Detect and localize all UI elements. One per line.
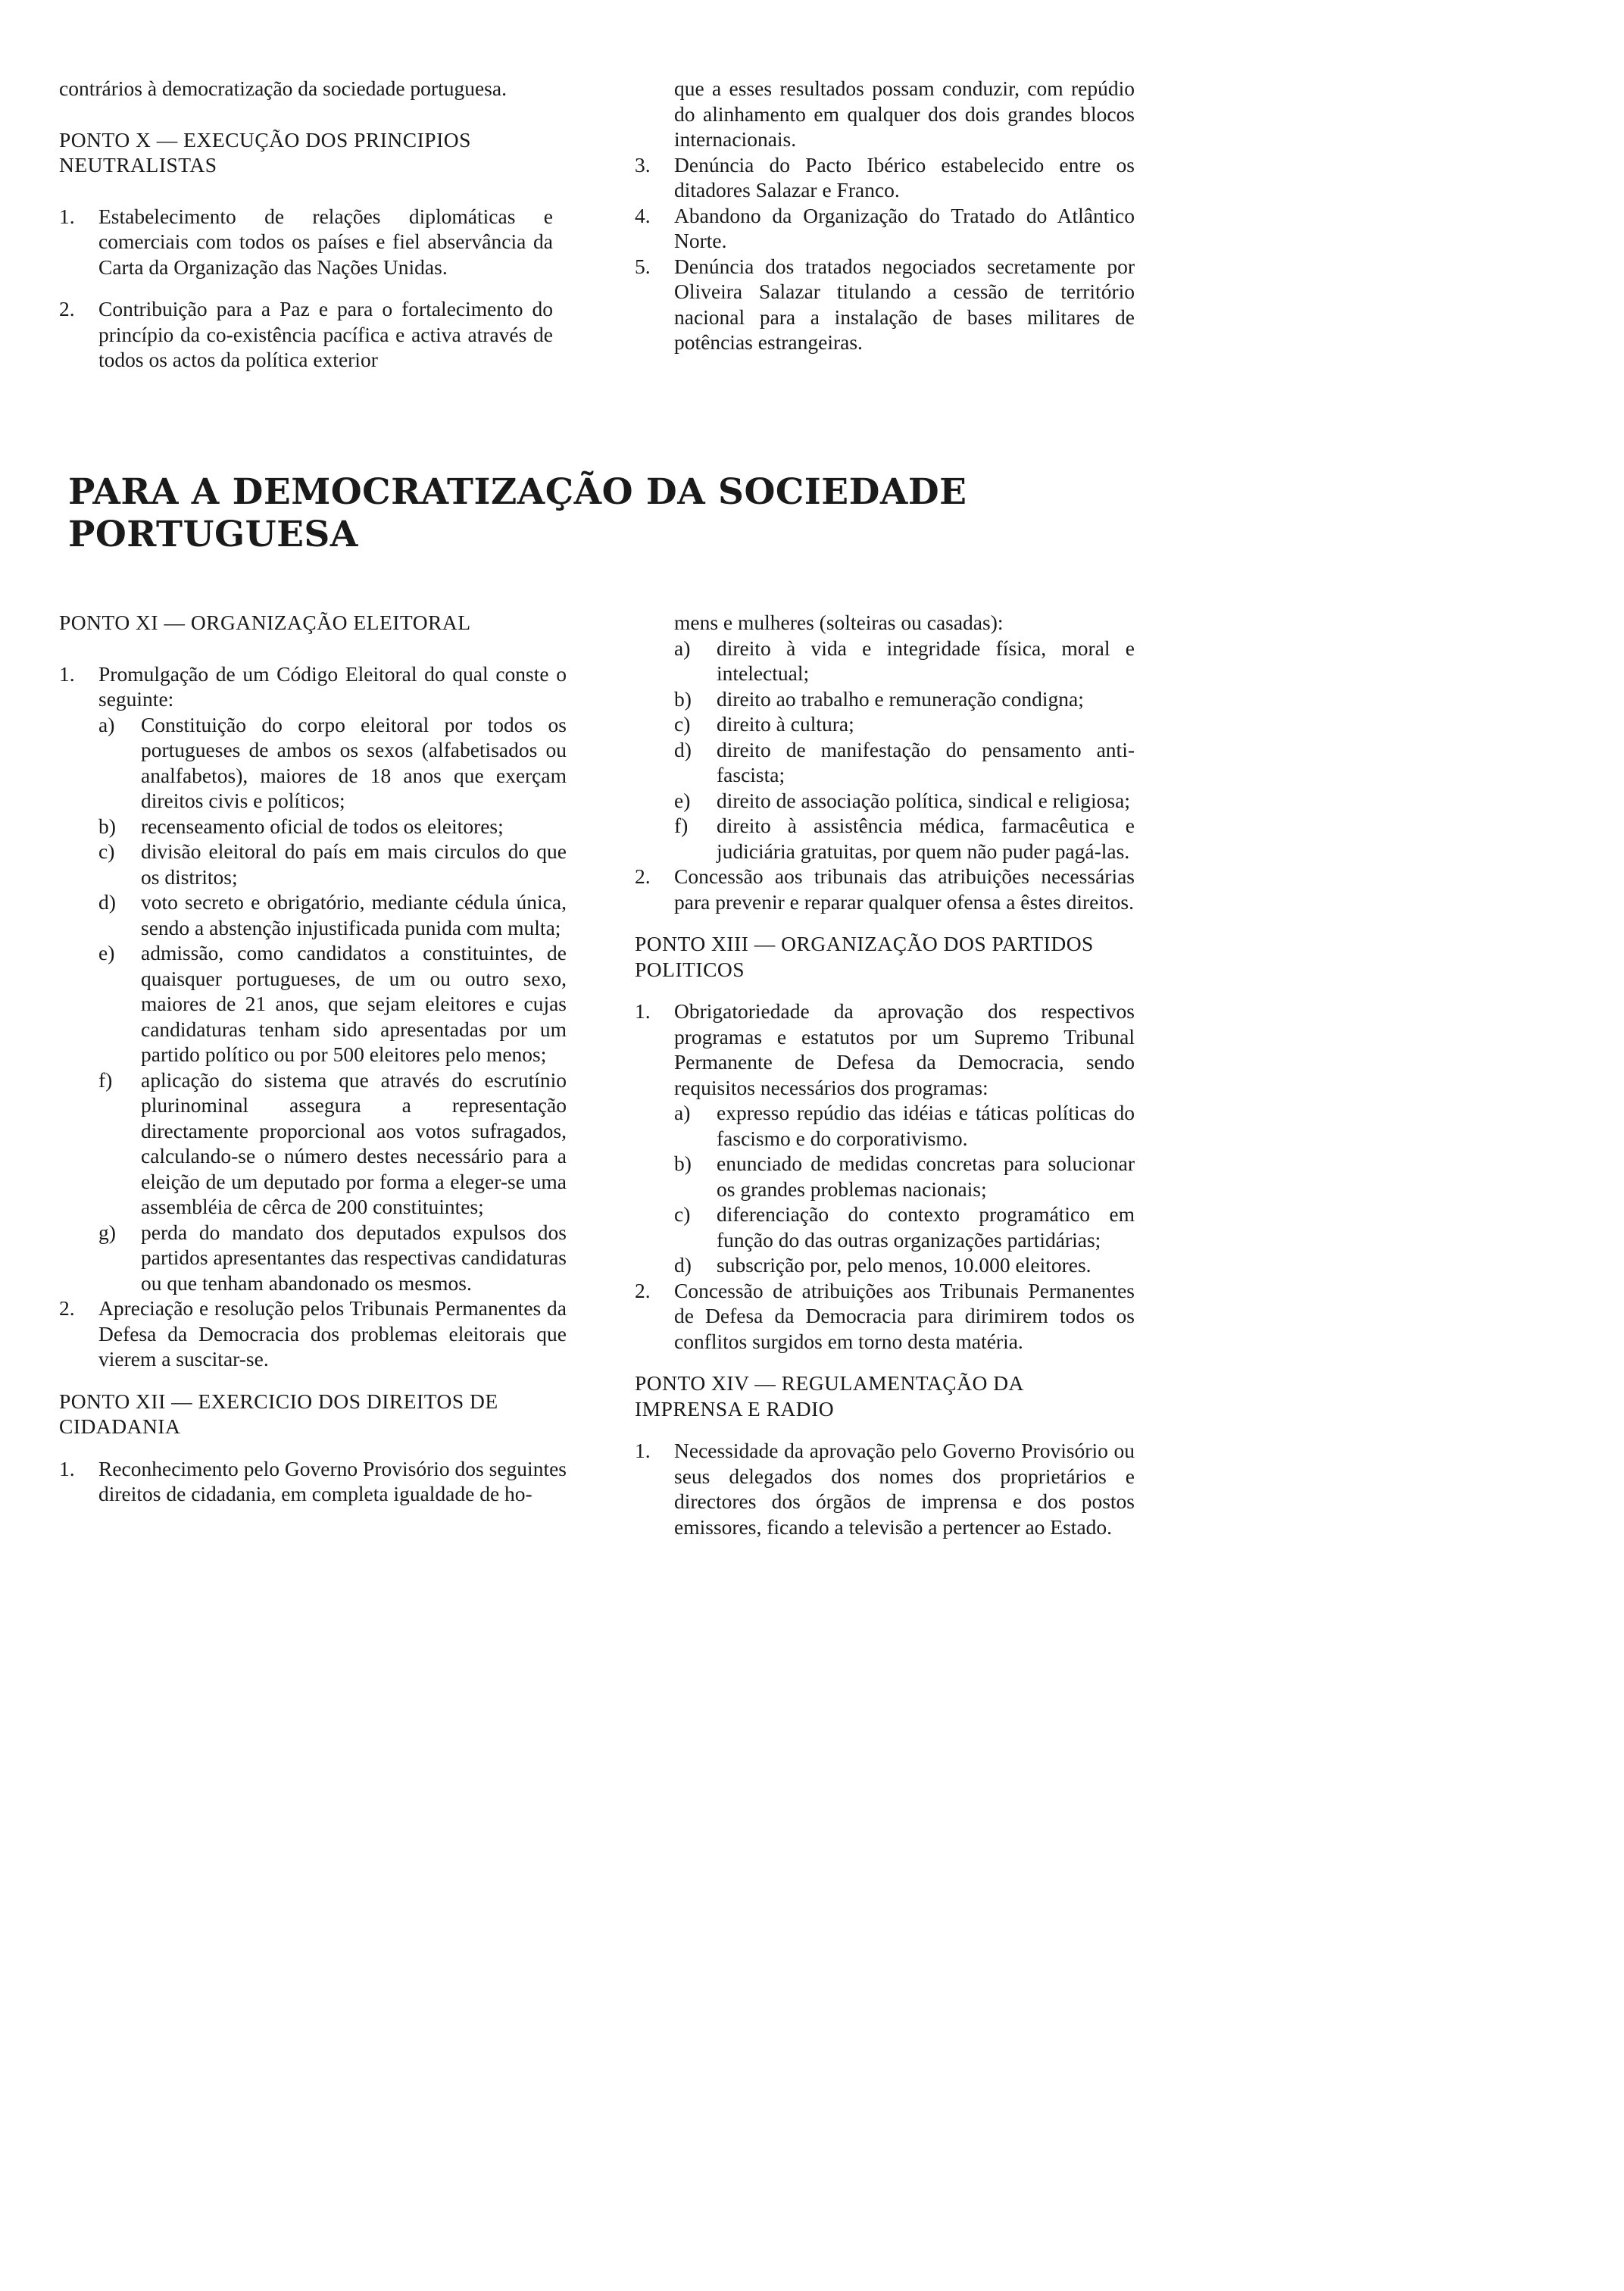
subitem-e (98, 940, 567, 1067)
item-number: 2. (635, 1278, 651, 1302)
subitem-text: voto secreto e obrigatório, mediante cédula única, sendo a abstenção injustificada punida com multa; (141, 890, 567, 939)
subitem-a (674, 1100, 1135, 1151)
subitem-letter: e) (98, 941, 115, 964)
continuation-block (635, 610, 1135, 636)
ponto-xiii-item-1 (635, 999, 1135, 1100)
subitem-b (674, 686, 1135, 712)
subitem-letter: f) (674, 814, 689, 837)
item-number: 2. (59, 297, 75, 320)
subitem-letter: b) (98, 814, 116, 838)
subitem-letter: b) (674, 686, 692, 711)
subitem-letter: a) (674, 1101, 691, 1124)
ponto-x-item-2 (59, 296, 553, 373)
ponto-xiii-subitems (635, 1100, 1135, 1278)
item-text: Concessão aos tribunais das atribuições necessárias para prevenir e reparar qualquer ofensa a êstes direitos. (674, 864, 1135, 914)
item-text: Denúncia do Pacto Ibérico estabelecido entre os ditadores Salazar e Franco. (674, 152, 1135, 202)
ponto-xii-item-2 (635, 864, 1135, 914)
subitem-text: aplicação do sistema que através do escrutínio plurinominal assegura a representação directamente proporcional aos votos sufragados, calculando-se o número destes necessário para a eleição de um deputado por forma a eleger-se uma assembléia de cêrca de 200 constituintes; (141, 1067, 567, 1218)
ponto-xii-subitems (635, 636, 1135, 864)
item-number: 1. (635, 1439, 651, 1462)
subitem-letter: a) (98, 712, 115, 736)
subitem-f (98, 1067, 567, 1220)
ponto-x-item-3 (635, 152, 1135, 203)
continuation-text: mens e mulheres (solteiras ou casadas): (674, 611, 1004, 634)
continuation-text: que a esses resultados possam conduzir, com repúdio do alinhamento em qualquer dos dois grandes blocos internacionais. (674, 77, 1135, 151)
ponto-xiii-item-2 (635, 1278, 1135, 1355)
item-number: 3. (635, 152, 651, 177)
ponto-xii-item-1 (59, 1456, 567, 1507)
subitem-text: Constituição do corpo eleitoral por todos os portugueses de ambos os sexos (alfabetisados ou analfabetos), maiores de 18 anos que exerçam direitos civis e políticos; (141, 712, 567, 812)
top-left-column (59, 76, 553, 373)
item-number: 5. (635, 254, 651, 278)
ponto-xiii-heading: PONTO XIII — ORGANIZAÇÃO DOS PARTIDOS POLITICOS (635, 932, 1094, 981)
ponto-x-item-5 (635, 254, 1135, 355)
subitem-letter: b) (674, 1152, 692, 1175)
subitem-text: divisão eleitoral do país em mais circulos do que os distritos; (141, 839, 567, 889)
item-number: 1. (59, 661, 75, 686)
ponto-xi-subitems (59, 712, 567, 1296)
subitem-text: enunciado de medidas concretas para solucionar os grandes problemas nacionais; (717, 1152, 1135, 1201)
item-number: 4. (635, 203, 651, 227)
subitem-letter: d) (674, 1253, 692, 1277)
top-right-column (635, 76, 1135, 355)
item-number: 1. (59, 204, 75, 228)
item-text: Obrigatoriedade da aprovação dos respectivos programas e estatutos por um Supremo Tribunal Permanente de Defesa da Democracia, sendo requisitos necessários dos programas: (674, 999, 1135, 1099)
subitem-letter: c) (98, 839, 115, 863)
subitem-letter: a) (674, 636, 691, 660)
item-number: 1. (635, 999, 651, 1023)
subitem-c (674, 1202, 1135, 1252)
ponto-xi-item-1 (59, 661, 567, 712)
item-text: Concessão de atribuições aos Tribunais Permanentes de Defesa da Democracia para dirimirem todos os conflitos surgidos em torno desta matéria. (674, 1278, 1135, 1353)
subitem-a (98, 712, 567, 814)
item-text: Necessidade da aprovação pelo Governo Provisório ou seus delegados dos nomes dos proprietários e directores dos órgãos de imprensa e dos postos emissores, ficando a televisão a pertencer ao Estado. (674, 1439, 1135, 1539)
item-text: Abandono da Organização do Tratado do Atlântico Norte. (674, 203, 1135, 252)
continuation-text: contrários à democratização da sociedade portuguesa. (59, 77, 507, 100)
ponto-xiv-item-1 (635, 1438, 1135, 1539)
subitem-text: direito à vida e integridade física, moral e intelectual; (717, 636, 1135, 685)
subitem-d (98, 889, 567, 940)
subitem-letter: e) (674, 788, 691, 812)
item-text: Denúncia dos tratados negociados secretamente por Oliveira Salazar titulando a cessão de território nacional para a instalação de bases militares de potências estrangeiras. (674, 254, 1135, 354)
subitem-text: perda do mandato dos deputados expulsos dos partidos apresentantes das respectivas candidaturas ou que tenham abandonado os mesmos. (141, 1220, 567, 1295)
ponto-xiv-heading: PONTO XIV — REGULAMENTAÇÃO DA IMPRENSA E RADIO (635, 1371, 1023, 1421)
ponto-xii-heading: PONTO XII — EXERCICIO DOS DIREITOS DE CIDADANIA (59, 1389, 498, 1438)
subitem-letter: c) (674, 1202, 691, 1226)
subitem-g (98, 1220, 567, 1296)
subitem-c (674, 711, 1135, 737)
bottom-left-column (59, 610, 567, 1507)
subitem-d (674, 737, 1135, 788)
bottom-right-column (635, 610, 1135, 1539)
subitem-text: direito de manifestação do pensamento anti-fascista; (717, 737, 1135, 786)
subitem-text: direito à cultura; (717, 712, 854, 736)
subitem-letter: f) (98, 1067, 113, 1092)
subitem-c (98, 839, 567, 889)
subitem-e (674, 788, 1135, 814)
item-number: 2. (635, 864, 651, 888)
item-text: Reconhecimento pelo Governo Provisório dos seguintes direitos de cidadania, em completa igualdade de ho- (98, 1456, 567, 1505)
subitem-text: admissão, como candidatos a constituintes, de quaisquer portugueses, de um ou outro sexo, maiores de 21 anos, que sejam eleitores e cujas candidaturas tenham sido apresentadas por um partido político ou por 500 eleitores pelo menos; (141, 941, 567, 1066)
subitem-letter: d) (674, 737, 692, 761)
subitem-b (98, 814, 567, 839)
subitem-text: subscrição por, pelo menos, 10.000 eleitores. (717, 1253, 1092, 1277)
ponto-x-item-4 (635, 203, 1135, 254)
subitem-text: diferenciação do contexto programático em função do das outras organizações partidárias; (717, 1202, 1135, 1252)
subitem-b (674, 1151, 1135, 1202)
ponto-x-heading: PONTO X — EXECUÇÃO DOS PRINCIPIOS NEUTRALISTAS (59, 127, 471, 177)
subitem-text: direito ao trabalho e remuneração condigna; (717, 686, 1084, 711)
subitem-text: recenseamento oficial de todos os eleitores; (141, 814, 504, 838)
item-text: Apreciação e resolução pelos Tribunais Permanentes da Defesa da Democracia dos problemas eleitorais que vierem a suscitar-se. (98, 1296, 567, 1371)
subitem-text: direito à assistência médica, farmacêutica e judiciária gratuitas, por quem não puder pagá-las. (717, 814, 1135, 863)
ponto-xi-heading: PONTO XI — ORGANIZAÇÃO ELEITORAL (59, 611, 471, 634)
subitem-text: expresso repúdio das idéias e táticas políticas do fascismo e do corporativismo. (717, 1101, 1135, 1150)
item-text: Promulgação de um Código Eleitoral do qual conste o seguinte: (98, 661, 567, 711)
subitem-letter: g) (98, 1220, 116, 1244)
item-text: Estabelecimento de relações diplomáticas e comerciais com todos os países e fiel abservância da Carta da Organização das Nações Unidas. (98, 204, 553, 279)
subitem-a (674, 636, 1135, 686)
item-text: Contribuição para a Paz e para o fortalecimento do princípio da co-existência pacífica e activa através de todos os actos da política exterior (98, 297, 553, 371)
subitem-letter: c) (674, 712, 691, 736)
item-number: 2. (59, 1296, 75, 1320)
subitem-f (674, 813, 1135, 864)
subitem-letter: d) (98, 890, 116, 914)
subitem-d (674, 1252, 1135, 1278)
section-title: PARA A DEMOCRATIZAÇÃO DA SOCIEDADE PORTUGUESA (68, 471, 967, 555)
item-number: 1. (59, 1456, 75, 1480)
continuation-block (635, 76, 1135, 152)
ponto-xi-item-2 (59, 1296, 567, 1372)
subitem-text: direito de associação política, sindical e religiosa; (717, 788, 1130, 812)
ponto-x-item-1 (59, 204, 553, 280)
